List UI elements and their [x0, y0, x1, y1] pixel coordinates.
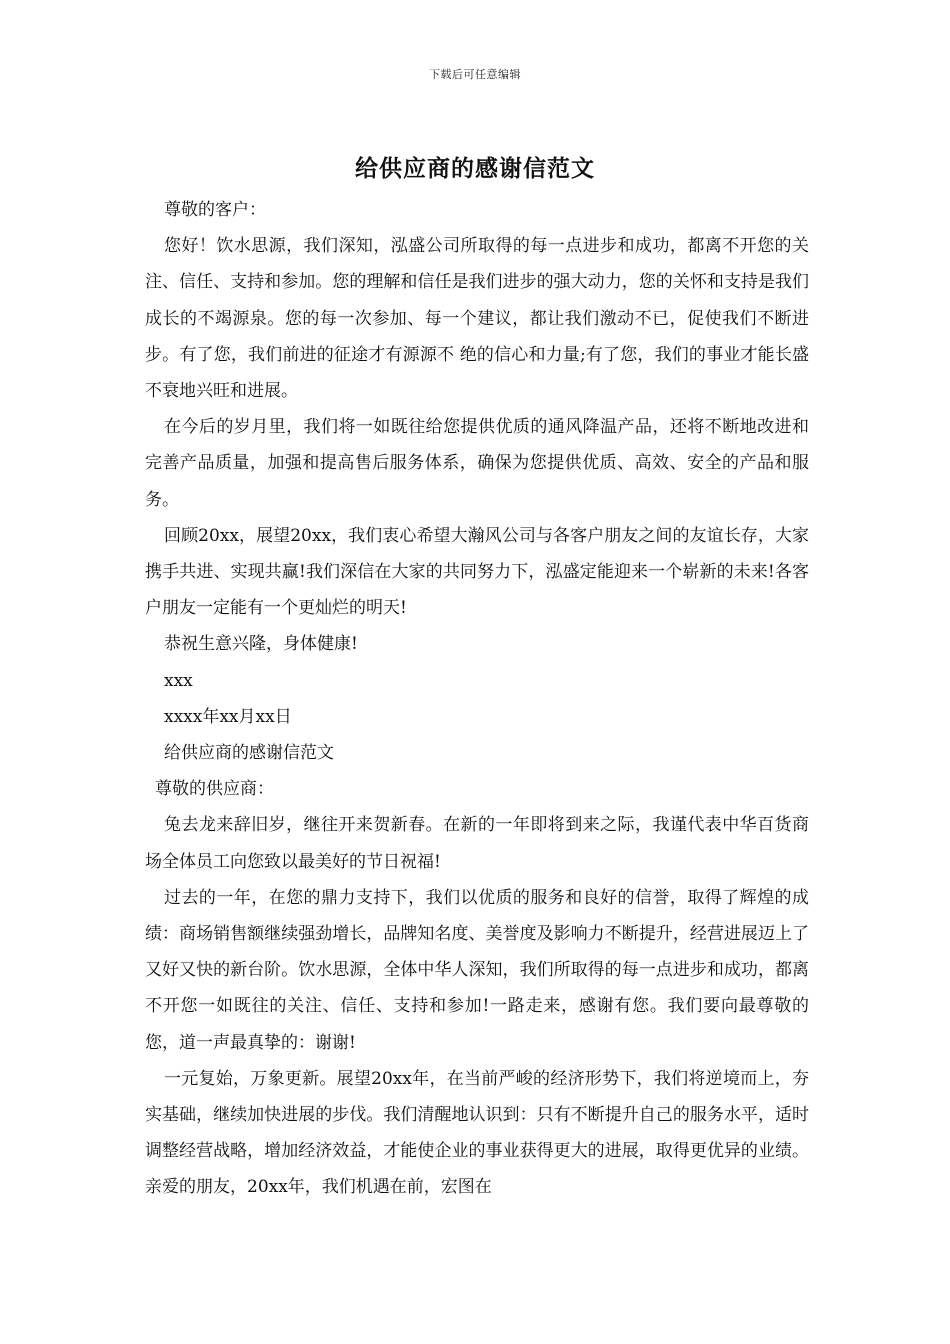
paragraph-outlook: 一元复始，万象更新。展望20xx年，在当前严峻的经济形势下，我们将逆境而上，夯实基础，继续加快进展的步伐。我们清醒地认识到：只有不断提升自己的服务水平，适时调整经营战略，增加经济效益，才能使企业的事业获得更大的进展，取得更优异的业绩。亲爱的朋友，20xx年，我们机遇在前，宏图在: [145, 1068, 809, 1198]
paragraph-greeting: 您好！饮水思源，我们深知，泓盛公司所取得的每一点进步和成功，都离不开您的关注、信任、支持和参加。您的理解和信任是我们进步的强大动力，您的关怀和支持是我们成长的不竭源泉。您的每一次参加、每一个建议，都让我们激动不已，促使我们不断进步。有了您，我们前进的征途才有源源不 绝的信心和力量;有了您，我们的事业才能长盛不衰地兴旺和进展。: [145, 236, 809, 402]
salutation-supplier: 尊敬的供应商：: [155, 779, 274, 800]
paragraph-past-year: 过去的一年，在您的鼎力支持下，我们以优质的服务和良好的信誉，取得了辉煌的成绩：商场销售额继续强劲增长，品牌知名度、美誉度及影响力不断提升，经营进展迈上了又好又快的新台阶。饮水思源，全体中华人深知，我们所取得的每一点进步和成功，都离不开您一如既往的关注、信任、支持和参加!一路走来，感谢有您。我们要向最尊敬的您，道一声最真挚的：谢谢!: [145, 887, 809, 1053]
signature-date: xxxx年xx月xx日: [164, 706, 292, 727]
paragraph-future: 在今后的岁月里，我们将一如既往给您提供优质的通风降温产品，还将不断地改进和完善产品质量，加强和提高售后服务体系，确保为您提供优质、高效、安全的产品和服务。: [145, 417, 809, 510]
document-body: [145, 192, 809, 1206]
paragraph-new-year: 兔去龙来辞旧岁，继往开来贺新春。在新的一年即将到来之际，我谨代表中华百货商场全体员工向您致以最美好的节日祝福!: [145, 815, 809, 872]
salutation-customer: 尊敬的客户：: [164, 200, 266, 220]
header-note: 下载后可任意编辑: [429, 68, 521, 81]
document-title: 给供应商的感谢信范文: [355, 155, 595, 182]
paragraph-wishes: 恭祝生意兴隆，身体健康!: [164, 634, 358, 655]
paragraph-review: 回顾20xx，展望20xx，我们衷心希望大瀚风公司与各客户朋友之间的友谊长存，大家携手共进、实现共赢!我们深信在大家的共同努力下，泓盛定能迎来一个崭新的未来!各客户朋友一定能有一个更灿烂的明天!: [145, 525, 809, 619]
signature-name: xxx: [164, 670, 193, 691]
section-title-second: 给供应商的感谢信范文: [164, 743, 334, 764]
